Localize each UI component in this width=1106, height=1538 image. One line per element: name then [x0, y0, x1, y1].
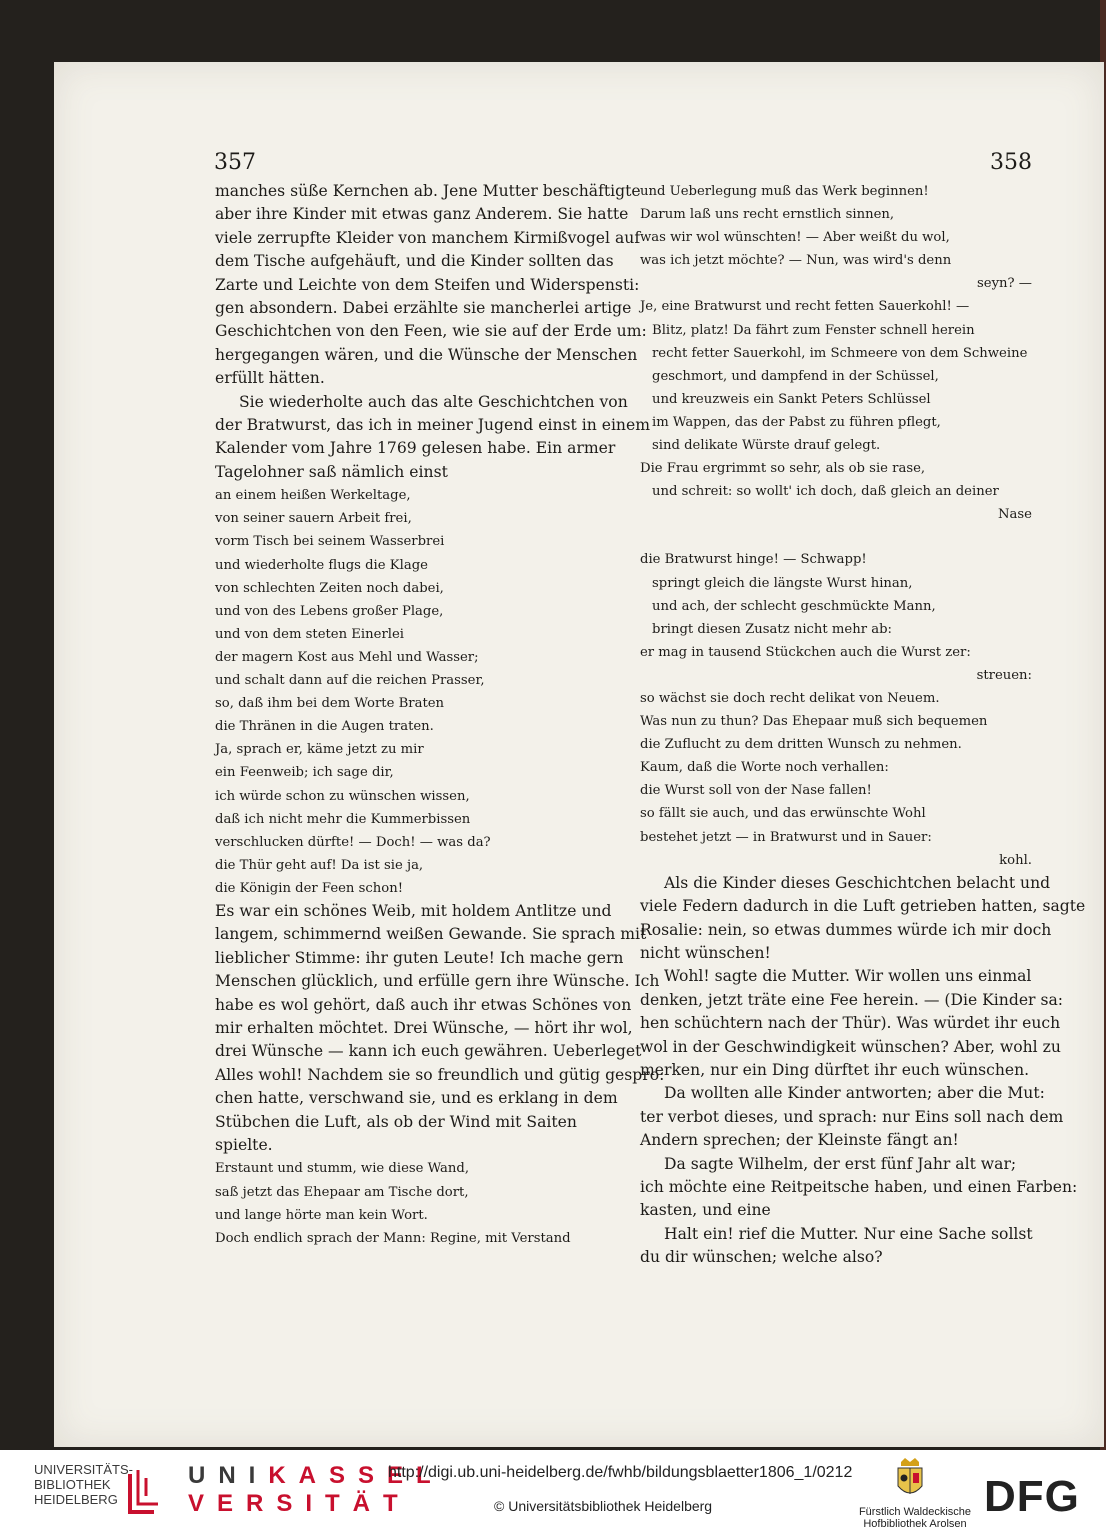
verse-line: springt gleich die längste Wurst hinan,: [652, 575, 913, 591]
prose-line: ich möchte eine Reitpeitsche haben, und einen Farben:: [640, 1178, 1078, 1196]
dfg-logo[interactable]: DFG: [984, 1472, 1080, 1521]
blank-line: [640, 526, 1040, 548]
verse-line: bestehet jetzt — in Bratwurst und in Sauer:: [640, 829, 932, 845]
prose-line: Es war ein schönes Weib, mit holdem Antlitze und: [215, 901, 612, 920]
prose-line: lieblicher Stimme: ihr guten Leute! Ich mache gern: [215, 948, 624, 967]
prose-line: der Bratwurst, das ich in meiner Jugend einst in einem: [215, 416, 650, 435]
prose-line: wol in der Geschwindigkeit wünschen? Aber, wohl zu: [640, 1037, 1061, 1056]
logo-text-line: BIBLIOTHEK: [34, 1477, 111, 1492]
verse-line: und schalt dann auf die reichen Prasser,: [215, 673, 485, 689]
prose-line: habe es wol gehört, daß auch ihr etwas Schönes von: [215, 995, 632, 1014]
heidelberg-logo-icon: [126, 1468, 162, 1518]
verse-line: Nase: [998, 507, 1032, 523]
verse-line: und von dem steten Einerlei: [215, 626, 404, 642]
arolsen-line: Hofbibliothek Arolsen: [863, 1518, 967, 1530]
verse-line: so wächst sie doch recht delikat von Neuem.: [640, 690, 940, 706]
prose-line: Zarte und Leichte von dem Steifen und Widerspensti:: [215, 275, 640, 294]
verse-line: die Thür geht auf! Da ist sie ja,: [215, 857, 424, 873]
verse-line: ein Feenweib; ich sage dir,: [215, 765, 394, 781]
verse-line: die Zuflucht zu dem dritten Wunsch zu nehmen.: [640, 737, 962, 753]
prose-line: Alles wohl! Nachdem sie so freundlich und gütig gespro:: [215, 1065, 665, 1084]
prose-line: erfüllt hätten.: [215, 369, 325, 388]
prose-line: nicht wünschen!: [640, 943, 771, 962]
prose-line: Stübchen die Luft, als ob der Wind mit Saiten: [215, 1112, 577, 1131]
verse-line: die Königin der Feen schon!: [215, 880, 403, 896]
prose-line: Andern sprechen; der Kleinste fängt an!: [640, 1131, 959, 1150]
verse-line: und wiederholte flugs die Klage: [215, 557, 428, 573]
verse-line: die Bratwurst hinge! — Schwapp!: [640, 552, 867, 568]
prose-line: viele Federn dadurch in die Luft getrieben hatten, sagte: [640, 897, 1086, 916]
logo-text-line: UNIVERSITÄTS-: [34, 1462, 133, 1477]
verse-line: Ja, sprach er, käme jetzt zu mir: [215, 742, 424, 758]
verse-line: von schlechten Zeiten noch dabei,: [215, 580, 444, 596]
prose-line: hen schüchtern nach der Thür). Was würdet ihr euch: [640, 1014, 1061, 1033]
page-number-left: 357: [214, 150, 256, 175]
prose-line: dem Tische aufgehäuft, und die Kinder sollten das: [215, 252, 614, 271]
prose-line: Halt ein! rief die Mutter. Nur eine Sache sollst: [664, 1224, 1033, 1243]
verse-line: er mag in tausend Stückchen auch die Wurst zer:: [640, 644, 971, 660]
prose-line: Da wollten alle Kinder antworten; aber die Mut:: [664, 1084, 1045, 1103]
verse-line: und Ueberlegung muß das Werk beginnen!: [640, 184, 929, 199]
verse-line: und lange hörte man kein Wort.: [215, 1207, 428, 1223]
prose-line: mir erhalten möchtet. Drei Wünsche, — hört ihr wol,: [215, 1019, 633, 1037]
verse-line: und von des Lebens großer Plage,: [215, 603, 444, 619]
verse-line: kohl.: [999, 852, 1032, 868]
verse-line: so, daß ihm bei dem Worte Braten: [215, 696, 445, 712]
heidelberg-library-logo[interactable]: [34, 1462, 133, 1507]
arolsen-line: Fürstlich Waldeckische: [858, 1506, 972, 1518]
viewer-footer: [0, 1450, 1106, 1538]
waldeck-crest-icon: [895, 1458, 925, 1500]
verse-line: seyn? —: [977, 276, 1032, 292]
verse-line: Kaum, daß die Worte noch verhallen:: [640, 760, 889, 776]
copyright-notice: © Universitätsbibliothek Heidelberg: [494, 1498, 713, 1514]
prose-line: aber ihre Kinder mit etwas ganz Anderem. Sie hatte: [215, 205, 629, 224]
prose-line: viele zerrupfte Kleider von manchem Kirmißvogel auf: [215, 228, 641, 247]
left-text-column: [215, 180, 665, 1250]
verse-line: was wir wol wünschten! — Aber weißt du wol,: [640, 230, 950, 246]
permalink-url[interactable]: http://digi.ub.uni-heidelberg.de/fwhb/bildungsblaetter1806_1/0212: [388, 1464, 853, 1481]
verse-line: streuen:: [976, 667, 1032, 683]
kassel-logo-line: UNIKASSEL: [188, 1462, 444, 1489]
prose-line: manches süße Kernchen ab. Jene Mutter beschäftigte: [215, 182, 641, 200]
prose-line: hergegangen wären, und die Wünsche der Menschen: [215, 345, 638, 364]
arolsen-library-label: [850, 1506, 980, 1530]
verse-line: saß jetzt das Ehepaar am Tische dort,: [215, 1184, 469, 1200]
verse-line: Je, eine Bratwurst und recht fetten Sauerkohl! —: [640, 299, 970, 315]
prose-line: Sie wiederholte auch das alte Geschichtchen von: [239, 392, 628, 411]
verse-line: Die Frau ergrimmt so sehr, als ob sie rase,: [640, 461, 926, 477]
prose-line: Kalender vom Jahre 1769 gelesen habe. Ein armer: [215, 439, 616, 458]
verse-line: und ach, der schlecht geschmückte Mann,: [652, 598, 936, 614]
prose-line: langem, schimmernd weißen Gewande. Sie sprach mit: [215, 925, 647, 944]
verse-line: Was nun zu thun? Das Ehepaar muß sich bequemen: [640, 714, 988, 730]
verse-line: daß ich nicht mehr die Kummerbissen: [215, 811, 471, 827]
prose-line: Als die Kinder dieses Geschichtchen belacht und: [664, 873, 1051, 892]
prose-line: kasten, und eine: [640, 1201, 771, 1220]
verse-line: Darum laß uns recht ernstlich sinnen,: [640, 207, 895, 223]
prose-line: drei Wünsche — kann ich euch gewähren. Ueberleget: [215, 1042, 642, 1061]
verse-line: geschmort, und dampfend in der Schüssel,: [652, 368, 939, 384]
prose-line: ter verbot dieses, und sprach: nur Eins soll nach dem: [640, 1107, 1064, 1126]
verse-line: ich würde schon zu wünschen wissen,: [215, 788, 470, 804]
verse-line: Erstaunt und stumm, wie diese Wand,: [215, 1161, 470, 1177]
verse-line: im Wappen, das der Pabst zu führen pflegt,: [652, 414, 941, 430]
verse-line: und schreit: so wollt' ich doch, daß gleich an deiner: [652, 484, 999, 500]
verse-line: der magern Kost aus Mehl und Wasser;: [215, 649, 479, 665]
prose-line: merken, nur ein Ding dürftet ihr euch wünschen.: [640, 1060, 1030, 1079]
prose-line: Geschichtchen von den Feen, wie sie auf der Erde um:: [215, 322, 647, 341]
prose-line: Rosalie: nein, so etwas dummes würde ich mir doch: [640, 920, 1052, 939]
prose-line: du dir wünschen; welche also?: [640, 1248, 883, 1267]
kassel-logo-line: VERSITÄT: [188, 1490, 411, 1517]
prose-line: Da sagte Wilhelm, der erst fünf Jahr alt war;: [664, 1154, 1017, 1173]
prose-line: Wohl! sagte die Mutter. Wir wollen uns einmal: [664, 967, 1032, 986]
verse-line: Blitz, platz! Da fährt zum Fenster schnell herein: [652, 322, 975, 338]
prose-line: denken, jetzt träte eine Fee herein. — (Die Kinder sa:: [640, 990, 1064, 1009]
verse-line: recht fetter Sauerkohl, im Schmeere von dem Schweine: [652, 345, 1028, 361]
verse-line: bringt diesen Zusatz nicht mehr ab:: [652, 621, 892, 637]
verse-line: an einem heißen Werkeltage,: [215, 488, 411, 504]
verse-line: Doch endlich sprach der Mann: Regine, mit Verstand: [215, 1230, 571, 1246]
verse-line: verschlucken dürfte! — Doch! — was da?: [215, 834, 491, 850]
right-text-column: [640, 180, 1086, 1270]
verse-line: die Wurst soll von der Nase fallen!: [640, 783, 872, 799]
prose-line: chen hatte, verschwand sie, und es erklang in dem: [215, 1089, 618, 1108]
verse-line: von seiner sauern Arbeit frei,: [215, 511, 412, 527]
prose-line: gen absondern. Dabei erzählte sie mancherlei artige: [215, 299, 632, 318]
prose-line: Tagelohner saß nämlich einst: [215, 462, 448, 481]
logo-text-line: HEIDELBERG: [34, 1492, 118, 1507]
verse-line: was ich jetzt möchte? — Nun, was wird's denn: [640, 253, 952, 269]
page-number-right: 358: [990, 150, 1032, 175]
verse-line: vorm Tisch bei seinem Wasserbrei: [215, 534, 445, 550]
verse-line: sind delikate Würste drauf gelegt.: [652, 438, 881, 454]
verse-line: und kreuzweis ein Sankt Peters Schlüssel: [652, 391, 931, 407]
verse-line: die Thränen in die Augen traten.: [215, 719, 434, 735]
prose-line: spielte.: [215, 1136, 273, 1155]
prose-line: Menschen glücklich, und erfülle gern ihre Wünsche. Ich: [215, 972, 660, 991]
verse-line: so fällt sie auch, und das erwünschte Wohl: [640, 806, 926, 822]
